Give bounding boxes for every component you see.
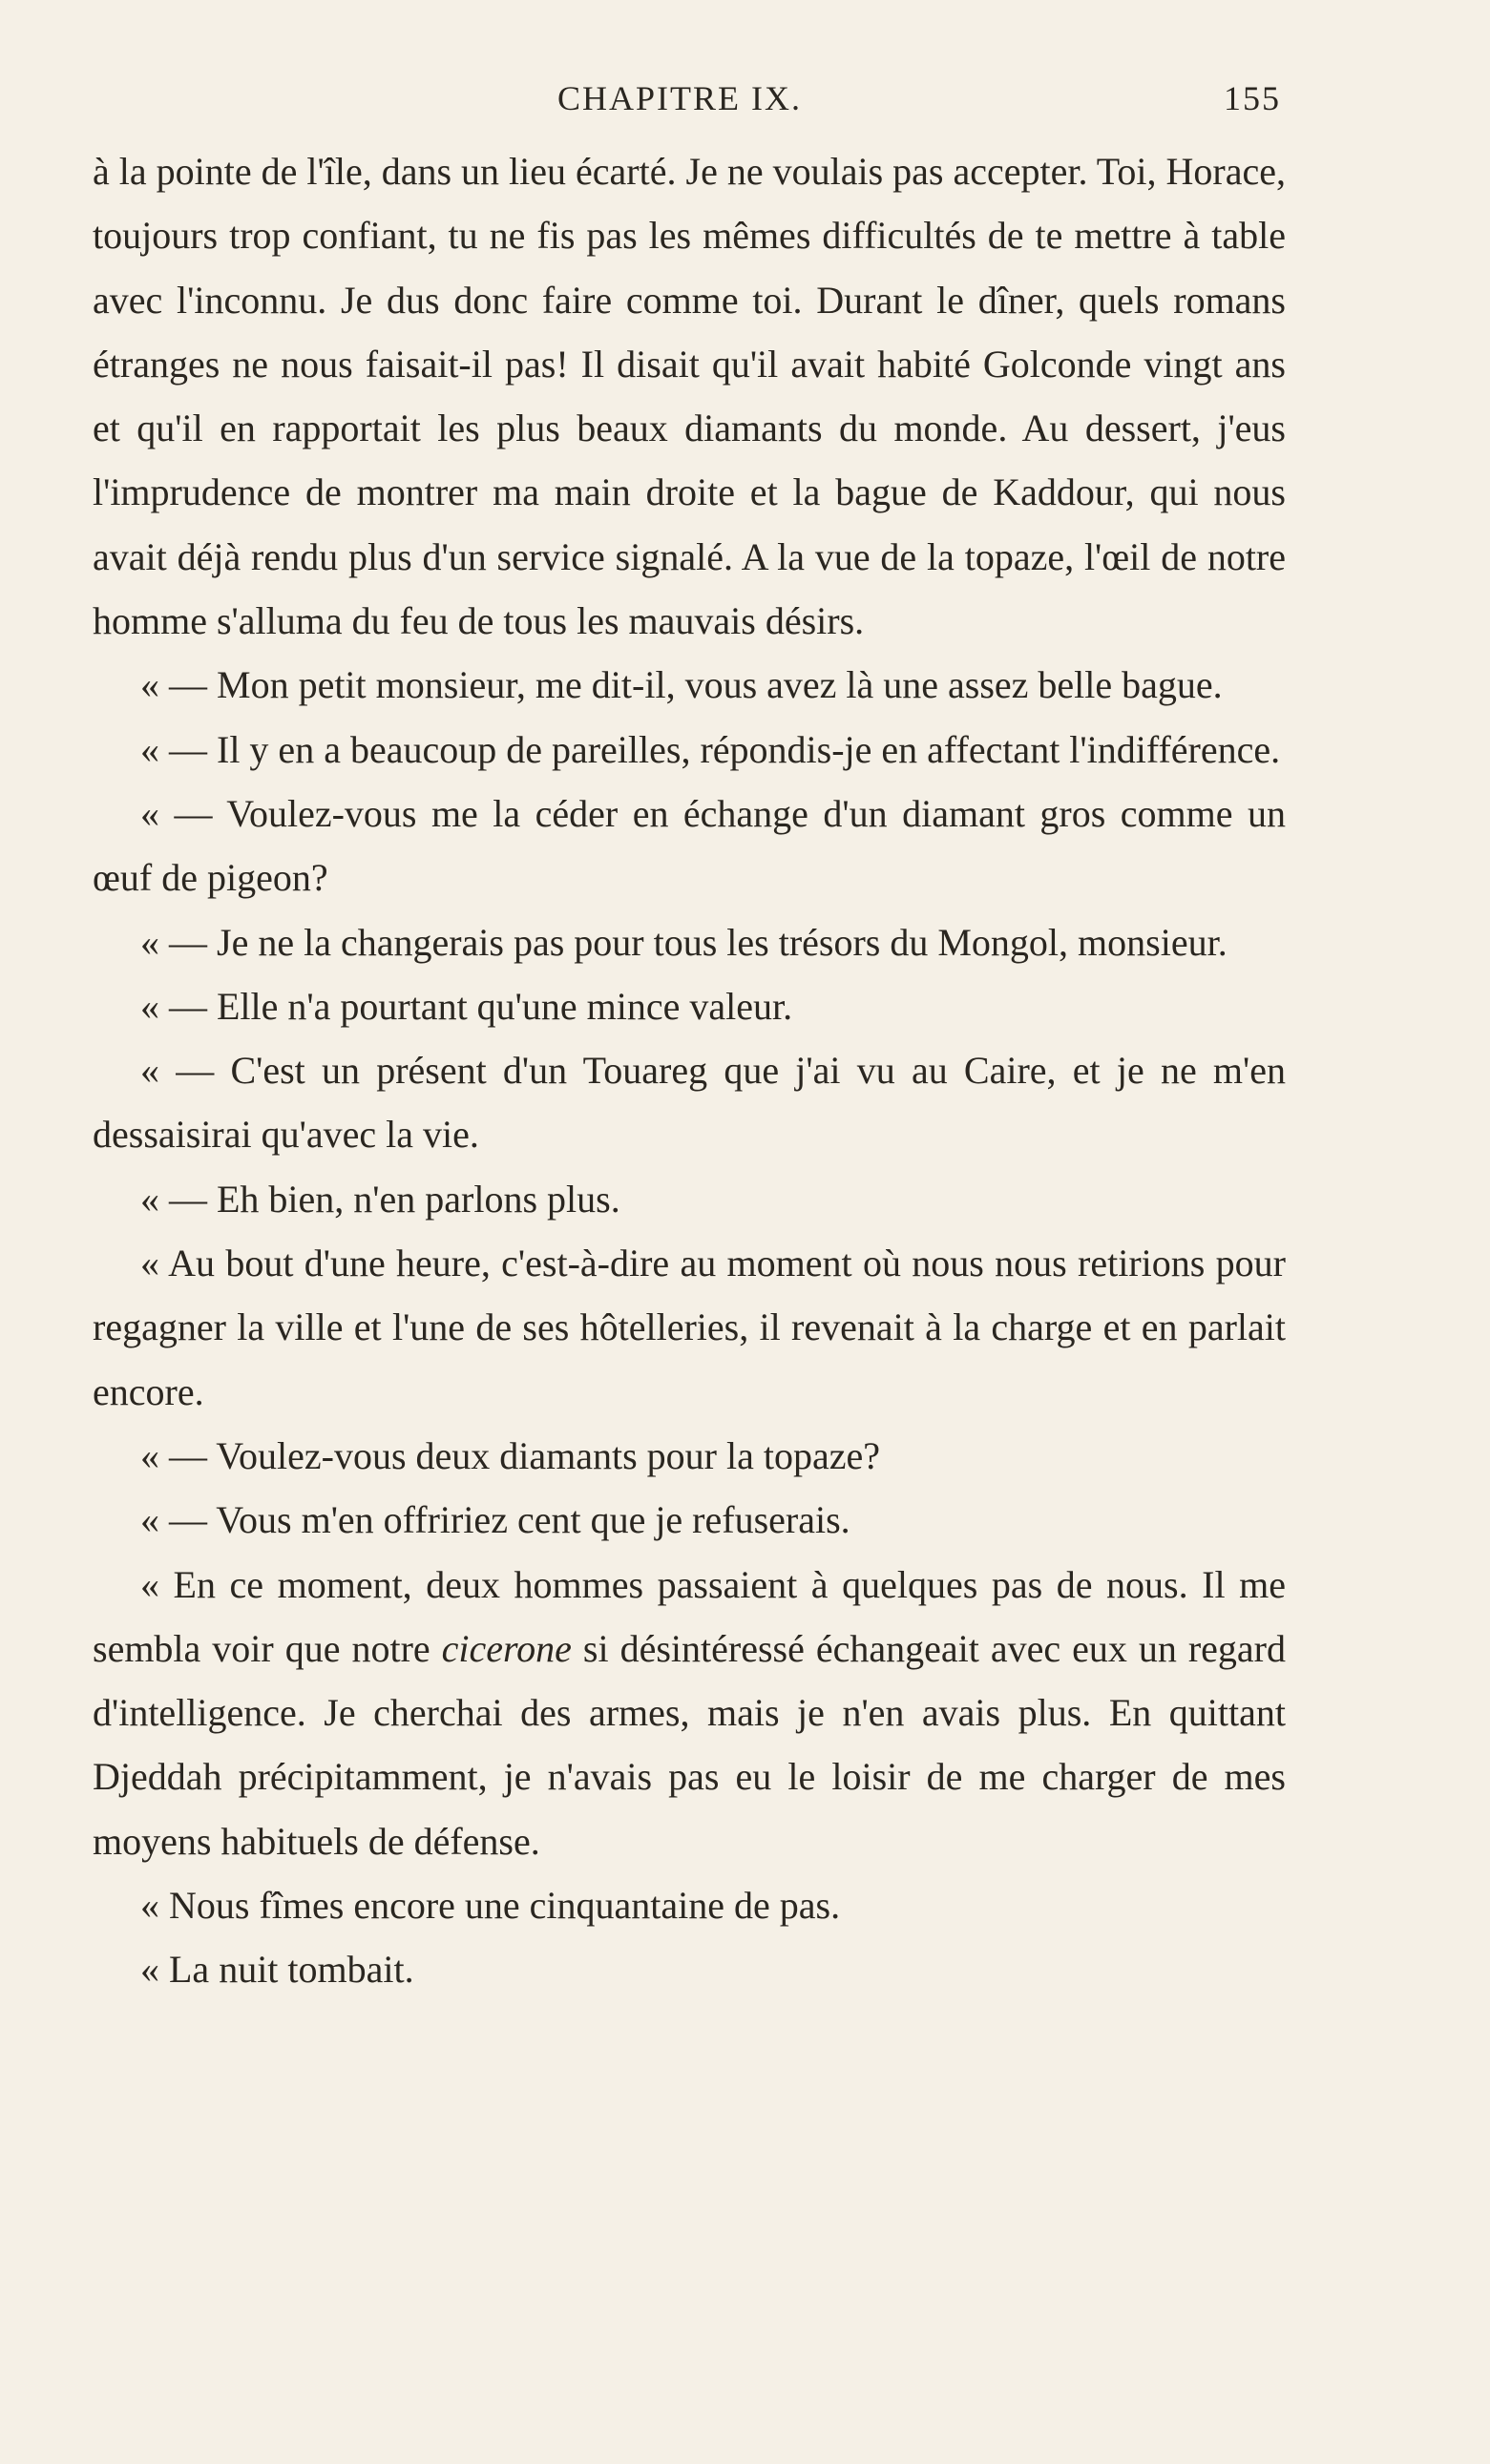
- page-number: 155: [1224, 79, 1281, 117]
- dialogue-paragraph: « — Elle n'a pourtant qu'une mince valeur.: [140, 984, 793, 1028]
- chapter-title: CHAPITRE IX.: [557, 79, 802, 117]
- narrative-paragraph: « La nuit tombait.: [140, 1948, 414, 1992]
- dialogue-paragraph: « — Mon petit monsieur, me dit-il, vous avez là une assez belle bague.: [140, 663, 1223, 707]
- dialogue-paragraph: « — Je ne la changerais pas pour tous les trésors du Mongol, monsieur.: [140, 920, 1228, 964]
- running-head: [0, 78, 1490, 126]
- dialogue-paragraph: « — Il y en a beaucoup de pareilles, répondis-je en affectant l'indifférence.: [140, 727, 1281, 771]
- italic-word: cicerone: [441, 1626, 572, 1670]
- text-run: si désintéressé échangeait avec eux un regard d'intelligence. Je cherchai des armes, mais je n'en avais plus. En quittant Djeddah précipitamment, je n'avais pas eu le loisir de me charger de mes moyens habituels de défense.: [93, 1626, 1286, 1863]
- narrative-paragraph: [93, 1553, 1286, 1873]
- dialogue-paragraph: « — Voulez-vous me la céder en échange d'un diamant gros comme un œuf de pigeon?: [93, 791, 1286, 900]
- narrative-paragraph: « Au bout d'une heure, c'est-à-dire au moment où nous nous retirions pour regagner la ville et l'une de ses hôtelleries, il revenait à la charge et en parlait encore.: [93, 1242, 1286, 1413]
- dialogue-paragraph: « — C'est un présent d'un Touareg que j'ai vu au Caire, et je ne m'en dessaisirai qu'avec la vie.: [93, 1049, 1286, 1157]
- text-run: « En ce moment, deux hommes passaient à quelques pas de nous. Il me sembla voir que notre: [93, 1562, 1286, 1670]
- body-text: [93, 139, 1286, 2002]
- dialogue-paragraph: « — Eh bien, n'en parlons plus.: [140, 1177, 620, 1221]
- dialogue-paragraph: « — Voulez-vous deux diamants pour la topaze?: [140, 1433, 880, 1477]
- paragraph-continuation: à la pointe de l'île, dans un lieu écarté. Je ne voulais pas accepter. Toi, Horace, toujours trop confiant, tu ne fis pas les mêmes difficultés de te mettre à table avec l'inconnu. Je dus donc faire comme toi. Durant le dîner, quels romans étranges ne nous faisait-il pas! Il disait qu'il avait habité Golconde vingt ans et qu'il en rapportait les plus beaux diamants du monde. Au dessert, j'eus l'imprudence de montrer ma main droite et la bague de Kaddour, qui nous avait déjà rendu plus d'un service signalé. A la vue de la topaze, l'œil de notre homme s'alluma du feu de tous les mauvais désirs.: [93, 150, 1286, 643]
- dialogue-paragraph: « — Vous m'en offririez cent que je refuserais.: [140, 1498, 850, 1542]
- narrative-paragraph: « Nous fîmes encore une cinquantaine de pas.: [140, 1884, 841, 1928]
